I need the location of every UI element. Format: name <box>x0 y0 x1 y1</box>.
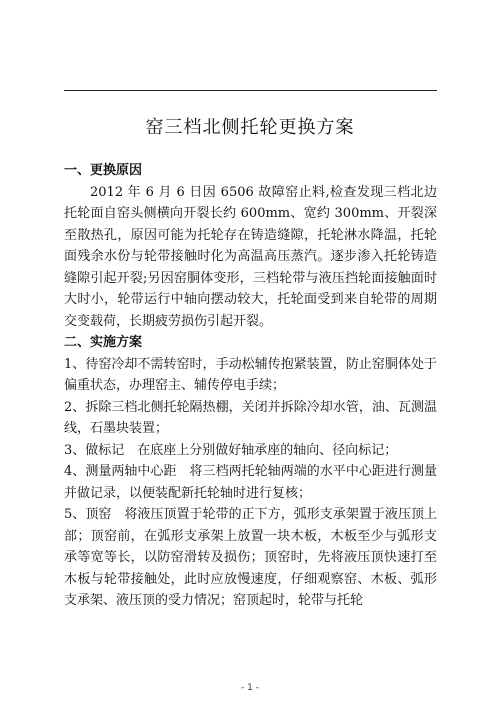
section-heading-plan: 二、实施方案 <box>64 335 143 350</box>
plan-step-5: 5、顶窑 将液压顶置于轮带的正下方，弧形支承架置于液压顶上部；顶窑前，在弧形支承架上放置一块木板，木板至少与弧形支承等宽等长，以防窑滑转及损伤；顶窑时，先将液压顶快速打至木板与轮带接触处，此时应放慢速度，仔细观察窑、木板、弧形支承架、液压顶的受力情况；窑顶起时，轮带与托轮 <box>64 507 437 608</box>
paragraph-reason: 2012 年 6 月 6 日因 6506 故障窑止料,检查发现三档北边托轮面自窑头侧横向开裂长约 600mm、宽约 300mm、开裂深至散热孔，原因可能为托轮存在铸造缝隙，托轮淋水降温，托轮面残余水份与轮带接触时化为高温高压蒸汽。逐步渗入托轮铸造缝隙引起开裂;另因窑胴体变形，三档轮带与液压挡轮面接触面时大时小，轮带运行中轴向摆动较大，托轮面受到来自轮带的周期交变载荷，长期疲劳损伤引起开裂。 <box>64 184 437 329</box>
plan-step-1: 1、待窑冷却不需转窑时，手动松辅传抱紧装置，防止窑胴体处于偏重状态，办理窑主、辅传停电手续； <box>64 356 437 393</box>
header-rule <box>64 90 437 91</box>
document-body <box>64 160 437 612</box>
section-heading-reason: 一、更换原因 <box>64 163 143 178</box>
plan-step-4: 4、测量两轴中心距 将三档两托轮轴两端的水平中心距进行测量并做记录，以便装配新托轮轴时进行复核； <box>64 464 437 501</box>
plan-step-2: 2、拆除三档北侧托轮隔热棚，关闭并拆除冷却水管，油、瓦测温线，石墨块装置； <box>64 399 437 436</box>
plan-step-3: 3、做标记 在底座上分别做好轴承座的轴向、径向标记； <box>64 442 398 458</box>
document-title: 窑三档北侧托轮更换方案 <box>145 117 355 138</box>
page-number: - 1 - <box>241 683 259 693</box>
